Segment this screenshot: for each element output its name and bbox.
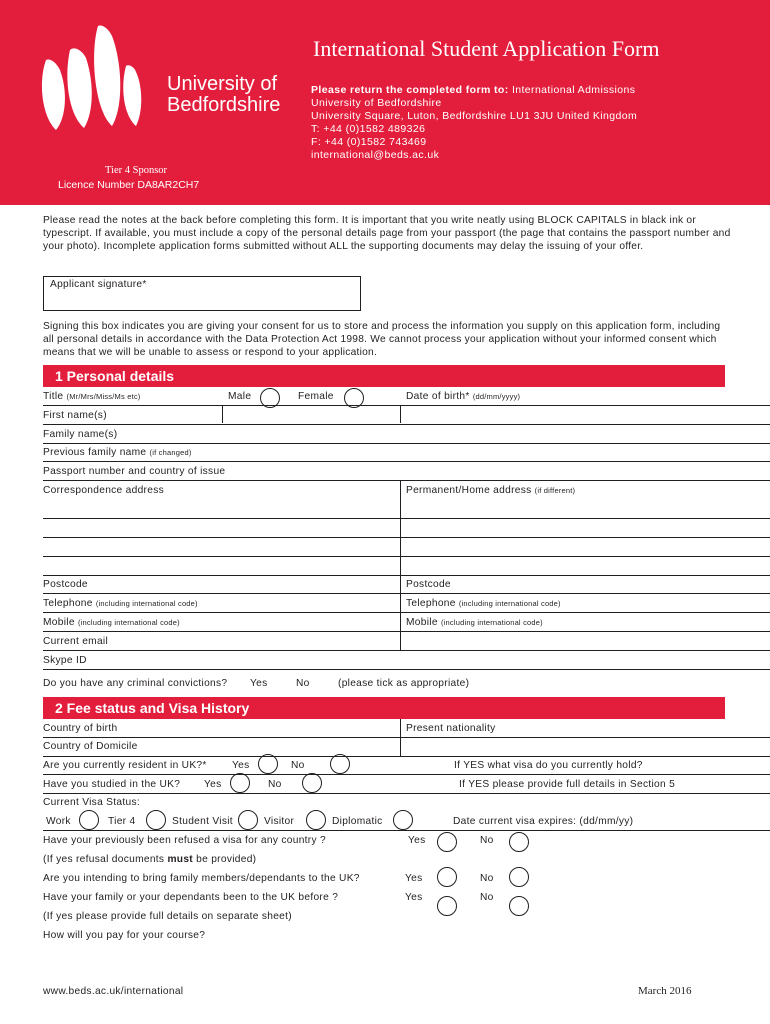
telephone-label-2 <box>406 598 561 609</box>
refused-no-label: No <box>480 835 494 846</box>
correspondence-label: Correspondence address <box>43 485 164 496</box>
current-email-label: Current email <box>43 636 109 647</box>
column-divider <box>222 405 223 423</box>
mobile-hint-2: (including international code) <box>440 618 543 627</box>
visitor-label: Visitor <box>264 816 295 827</box>
fax: F: +44 (0)1582 743469 <box>311 136 427 148</box>
column-divider <box>400 480 401 650</box>
mobile-label-2 <box>406 617 543 628</box>
resident-yes-checkbox[interactable] <box>258 754 278 774</box>
return-to: International Admissions <box>511 84 636 96</box>
sponsor-line1: Tier 4 Sponsor <box>105 165 168 176</box>
studied-yes-label: Yes <box>204 779 222 790</box>
return-address-line <box>311 84 635 96</box>
row-divider <box>43 669 770 670</box>
visa-expires-label: Date current visa expires: (dd/mm/yy) <box>453 816 634 827</box>
visitor-checkbox[interactable] <box>306 810 326 830</box>
diplomatic-checkbox[interactable] <box>393 810 413 830</box>
studied-question: Have you studied in the UK? <box>43 779 181 790</box>
address-line2: University Square, Luton, Bedfordshire LU1 3JU United Kingdom <box>311 110 638 122</box>
convictions-question: Do you have any criminal convictions? <box>43 678 228 689</box>
previous-family-label <box>43 447 192 458</box>
skype-label: Skype ID <box>43 655 87 666</box>
nationality-label: Present nationality <box>406 723 496 734</box>
university-logo-icon <box>38 22 146 140</box>
title-hint: (Mr/Mrs/Miss/Ms etc) <box>66 392 141 401</box>
row-divider <box>43 793 770 794</box>
refused-yes-label: Yes <box>408 835 426 846</box>
refusal-docs-post: be provided) <box>193 854 257 865</box>
student-visit-checkbox[interactable] <box>238 810 258 830</box>
row-divider <box>43 461 770 462</box>
contact-email: international@beds.ac.uk <box>311 149 440 161</box>
sponsor-licence: Licence Number DA8AR2CH7 <box>58 179 200 191</box>
visa-hold-question: If YES what visa do you currently hold? <box>454 760 643 771</box>
male-label: Male <box>228 391 252 402</box>
dependants-yes-checkbox[interactable] <box>437 867 457 887</box>
address-line <box>43 556 770 557</box>
row-divider <box>43 424 770 425</box>
previous-family-hint: (if changed) <box>149 448 192 457</box>
visa-status-label: Current Visa Status: <box>43 797 140 808</box>
telephone-hint: (including international code) <box>95 599 198 608</box>
convictions-no[interactable]: No <box>296 678 310 689</box>
title-label-text: Title <box>43 391 64 402</box>
row-divider <box>43 631 770 632</box>
family-uk-no-checkbox[interactable] <box>509 896 529 916</box>
row-divider <box>43 756 770 757</box>
refused-question: Have your previously been refused a visa for any country ? <box>43 835 326 846</box>
telephone-hint-2: (including international code) <box>458 599 561 608</box>
postcode-label-2: Postcode <box>406 579 451 590</box>
resident-no-checkbox[interactable] <box>330 754 350 774</box>
studied-yes-checkbox[interactable] <box>230 773 250 793</box>
form-title: International Student Application Form <box>313 36 660 61</box>
intro-notes: Please read the notes at the back before completing this form. It is important that you write neatly using BLOCK CAPITALS in black ink or typescript. If available, you must include a copy of the personal details page from your passport (the page that contains the passport number and your photo). Incomplete application forms submitted without ALL the supporting documents may delay the issuing of your offer. <box>43 215 731 252</box>
mobile-text-2: Mobile <box>406 617 438 628</box>
separate-sheet-note: (If yes please provide full details on separate sheet) <box>43 911 292 922</box>
address-line1: University of Bedfordshire <box>311 97 442 109</box>
resident-no-label: No <box>291 760 305 771</box>
return-label: Please return the completed form to: <box>311 84 509 96</box>
resident-yes-label: Yes <box>232 760 250 771</box>
footer-date: March 2016 <box>638 985 692 997</box>
first-name-label: First name(s) <box>43 410 107 421</box>
convictions-yes[interactable]: Yes <box>250 678 268 689</box>
domicile-label: Country of Domicile <box>43 741 138 752</box>
family-name-label: Family name(s) <box>43 429 118 440</box>
mobile-text: Mobile <box>43 617 75 628</box>
work-label: Work <box>46 816 71 827</box>
tier4-label: Tier 4 <box>108 816 136 827</box>
title-label <box>43 391 141 402</box>
telephone-text: Telephone <box>43 598 93 609</box>
row-divider <box>43 774 770 775</box>
row-divider <box>43 830 770 831</box>
telephone-text-2: Telephone <box>406 598 456 609</box>
permanent-text: Permanent/Home address <box>406 485 532 496</box>
dependants-yes-label: Yes <box>405 873 423 884</box>
column-divider <box>400 405 401 423</box>
refusal-docs-pre: (If yes refusal documents <box>43 854 168 865</box>
refusal-docs-note <box>43 854 256 865</box>
university-name-line2: Bedfordshire <box>167 94 281 116</box>
studied-no-label: No <box>268 779 282 790</box>
row-divider <box>43 612 770 613</box>
diplomatic-label: Diplomatic <box>332 816 383 827</box>
tick-hint: (please tick as appropriate) <box>338 678 470 689</box>
country-birth-label: Country of birth <box>43 723 118 734</box>
row-divider <box>43 593 770 594</box>
signature-label: Applicant signature* <box>50 279 147 290</box>
footer-website[interactable]: www.beds.ac.uk/international <box>43 986 184 997</box>
section1-header: 1 Personal details <box>43 365 725 387</box>
telephone-label <box>43 598 198 609</box>
address-line <box>43 518 770 519</box>
previous-family-text: Previous family name <box>43 447 147 458</box>
resident-question: Are you currently resident in UK?* <box>43 760 207 771</box>
dependants-no-label: No <box>480 873 494 884</box>
consent-text: Signing this box indicates you are giving your consent for us to store and process the information you supply on this application form, including all personal details in accordance with the Data Protection Act 1998. We cannot process your application without your informed consent which means that we will be unable to assess or respond to your application. <box>43 321 721 358</box>
address-line <box>43 537 770 538</box>
permanent-label <box>406 485 575 496</box>
pay-question: How will you pay for your course? <box>43 930 206 941</box>
work-checkbox[interactable] <box>79 810 99 830</box>
address-line <box>43 575 770 576</box>
section2-header: 2 Fee status and Visa History <box>43 697 725 719</box>
refusal-docs-bold: must <box>167 854 193 865</box>
student-visit-label: Student Visit <box>172 816 233 827</box>
mobile-hint: (including international code) <box>77 618 180 627</box>
postcode-label: Postcode <box>43 579 88 590</box>
studied-no-checkbox[interactable] <box>302 773 322 793</box>
refused-yes-checkbox[interactable] <box>437 832 457 852</box>
family-uk-yes-label: Yes <box>405 892 423 903</box>
dob-hint: (dd/mm/yyyy) <box>472 392 521 401</box>
dependants-question: Are you intending to bring family members/dependants to the UK? <box>43 873 360 884</box>
dob-label-text: Date of birth* <box>406 391 470 402</box>
row-divider <box>43 443 770 444</box>
dependants-no-checkbox[interactable] <box>509 867 529 887</box>
row-divider <box>43 737 770 738</box>
family-uk-yes-checkbox[interactable] <box>437 896 457 916</box>
dob-label <box>406 391 520 402</box>
row-divider <box>43 650 770 651</box>
family-uk-no-label: No <box>480 892 494 903</box>
row-divider <box>43 405 770 406</box>
permanent-hint: (if different) <box>534 486 576 495</box>
female-label: Female <box>298 391 334 402</box>
phone: T: +44 (0)1582 489326 <box>311 123 426 135</box>
university-name-line1: University of <box>167 73 278 95</box>
tier4-checkbox[interactable] <box>146 810 166 830</box>
family-uk-question: Have your family or your dependants been to the UK before ? <box>43 892 339 903</box>
section5-note: If YES please provide full details in Section 5 <box>459 779 676 790</box>
mobile-label <box>43 617 180 628</box>
passport-label: Passport number and country of issue <box>43 466 226 477</box>
row-divider <box>43 480 770 481</box>
refused-no-checkbox[interactable] <box>509 832 529 852</box>
